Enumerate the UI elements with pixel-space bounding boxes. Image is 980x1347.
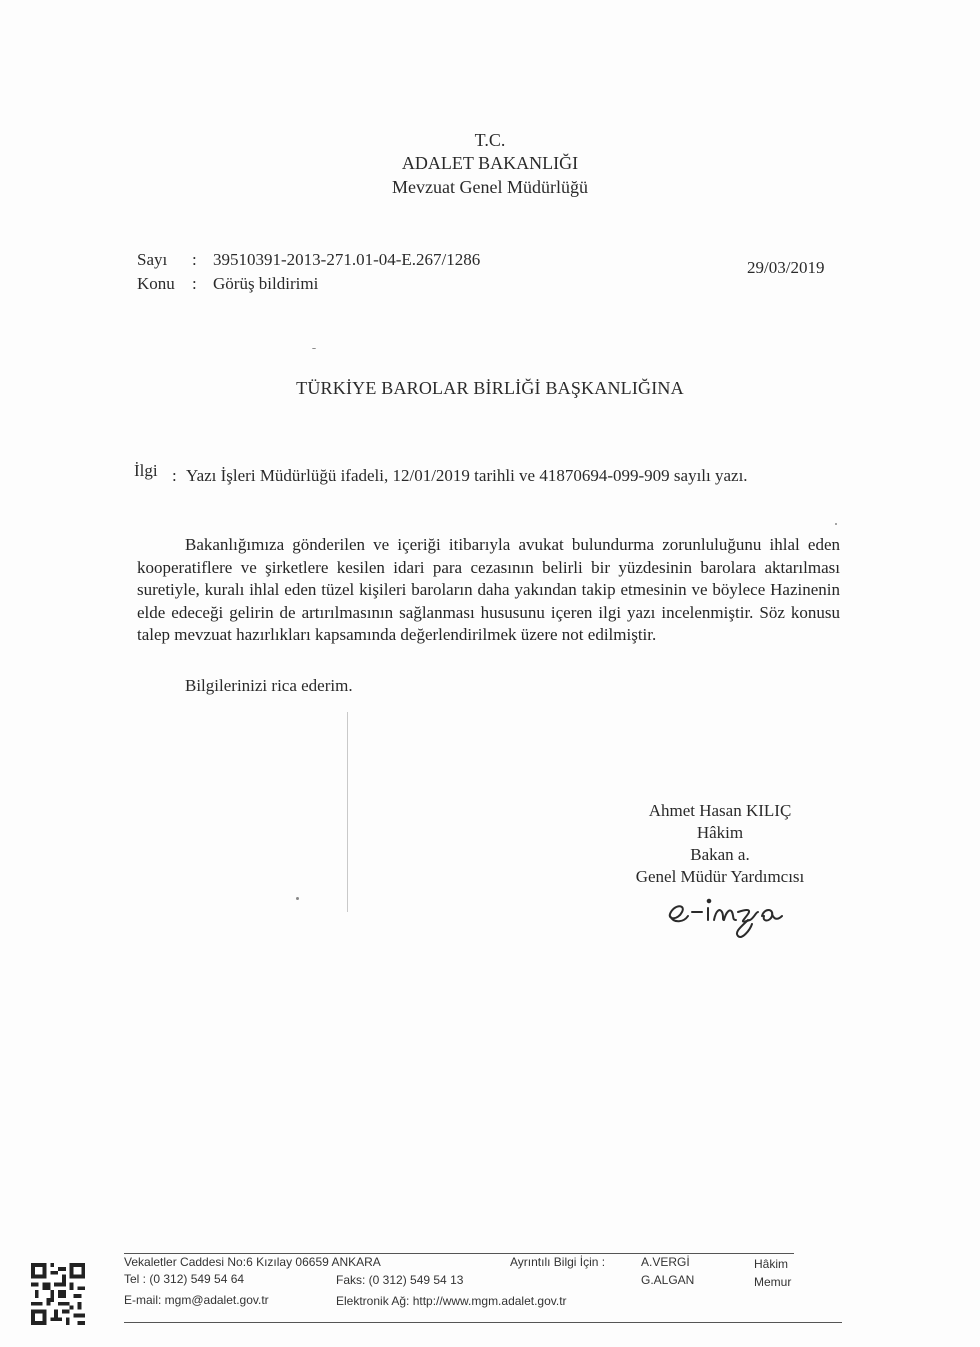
scan-speck <box>296 897 299 900</box>
footer-top-rule <box>124 1253 794 1254</box>
qr-code-icon <box>30 1263 86 1325</box>
closing-sentence: Bilgilerinizi rica ederim. <box>185 676 353 695</box>
body-paragraph: Bakanlığımıza gönderilen ve içeriği itibarıyla avukat bulundurma zorunluluğunu ihlal eden kooperatiflere ve şirketlere kesilen idari para cezasının belirli bir yüzdesinin barolara aktarılması suretiyle, kuralı ihlal eden tüzel kişileri baroların daha yakından takip etmesinin ve böylece Hazinenin elde edeceği gelirin de artırılmasının sağlanması hususunu içeren ilgi yazı incelenmiştir. Söz konusu talep mevzuat hazırlıkları kapsamında değerlendirilmek üzere not edilmiştir. <box>137 535 840 644</box>
recipient-heading: TÜRKİYE BAROLAR BİRLİĞİ BAŞKANLIĞINA <box>296 378 684 398</box>
scan-speck <box>312 348 316 349</box>
footer-fax: Faks: (0 312) 549 54 13 <box>336 1273 464 1287</box>
ilgi-text: Yazı İşleri Müdürlüğü ifadeli, 12/01/2019 tarihli ve 41870694-099-909 sayılı yazı. <box>186 466 748 485</box>
document-date: 29/03/2019 <box>747 258 825 277</box>
ilgi-colon: : <box>172 466 177 485</box>
footer-contact1-role: Hâkim <box>754 1257 789 1271</box>
sayi-value: 39510391-2013-271.01-04-E.267/1286 <box>213 250 481 269</box>
footer-email: E-mail: mgm@adalet.gov.tr <box>124 1293 269 1307</box>
e-signature-handwriting <box>664 890 794 950</box>
signatory-title-deputy: Genel Müdür Yardımcısı <box>635 867 805 886</box>
header-ministry: ADALET BAKANLIĞI <box>401 153 579 173</box>
footer-address: Vekaletler Caddesi No:6 Kızılay 06659 ANKARA <box>124 1255 381 1269</box>
footer-info-label: Ayrıntılı Bilgi İçin : <box>510 1255 606 1269</box>
letter-body <box>137 534 840 647</box>
scan-speck <box>835 523 837 525</box>
signature-block <box>620 800 820 888</box>
footer-contact1-name: A.VERGİ <box>641 1255 690 1269</box>
sayi-label: Sayı <box>137 250 168 269</box>
header-tc: T.C. <box>474 130 506 150</box>
footer-phone: Tel : (0 312) 549 54 64 <box>124 1272 245 1286</box>
footer-contact2-role: Memur <box>754 1275 792 1289</box>
signatory-title-on-behalf: Bakan a. <box>690 845 750 864</box>
header-directorate: Mevzuat Genel Müdürlüğü <box>392 177 588 197</box>
konu-value: Görüş bildirimi <box>213 274 319 293</box>
footer-contact2-name: G.ALGAN <box>641 1273 695 1287</box>
konu-colon: : <box>192 274 197 293</box>
sayi-colon: : <box>192 250 197 269</box>
signatory-title-judge: Hâkim <box>696 823 744 842</box>
footer-bottom-rule <box>124 1322 842 1323</box>
ilgi-label: İlgi <box>134 461 158 480</box>
footer-website: Elektronik Ağ: http://www.mgm.adalet.gov.tr <box>336 1294 567 1308</box>
konu-label: Konu <box>137 274 175 293</box>
scan-fold-line <box>347 712 348 912</box>
signatory-name: Ahmet Hasan KILIÇ <box>648 801 792 820</box>
